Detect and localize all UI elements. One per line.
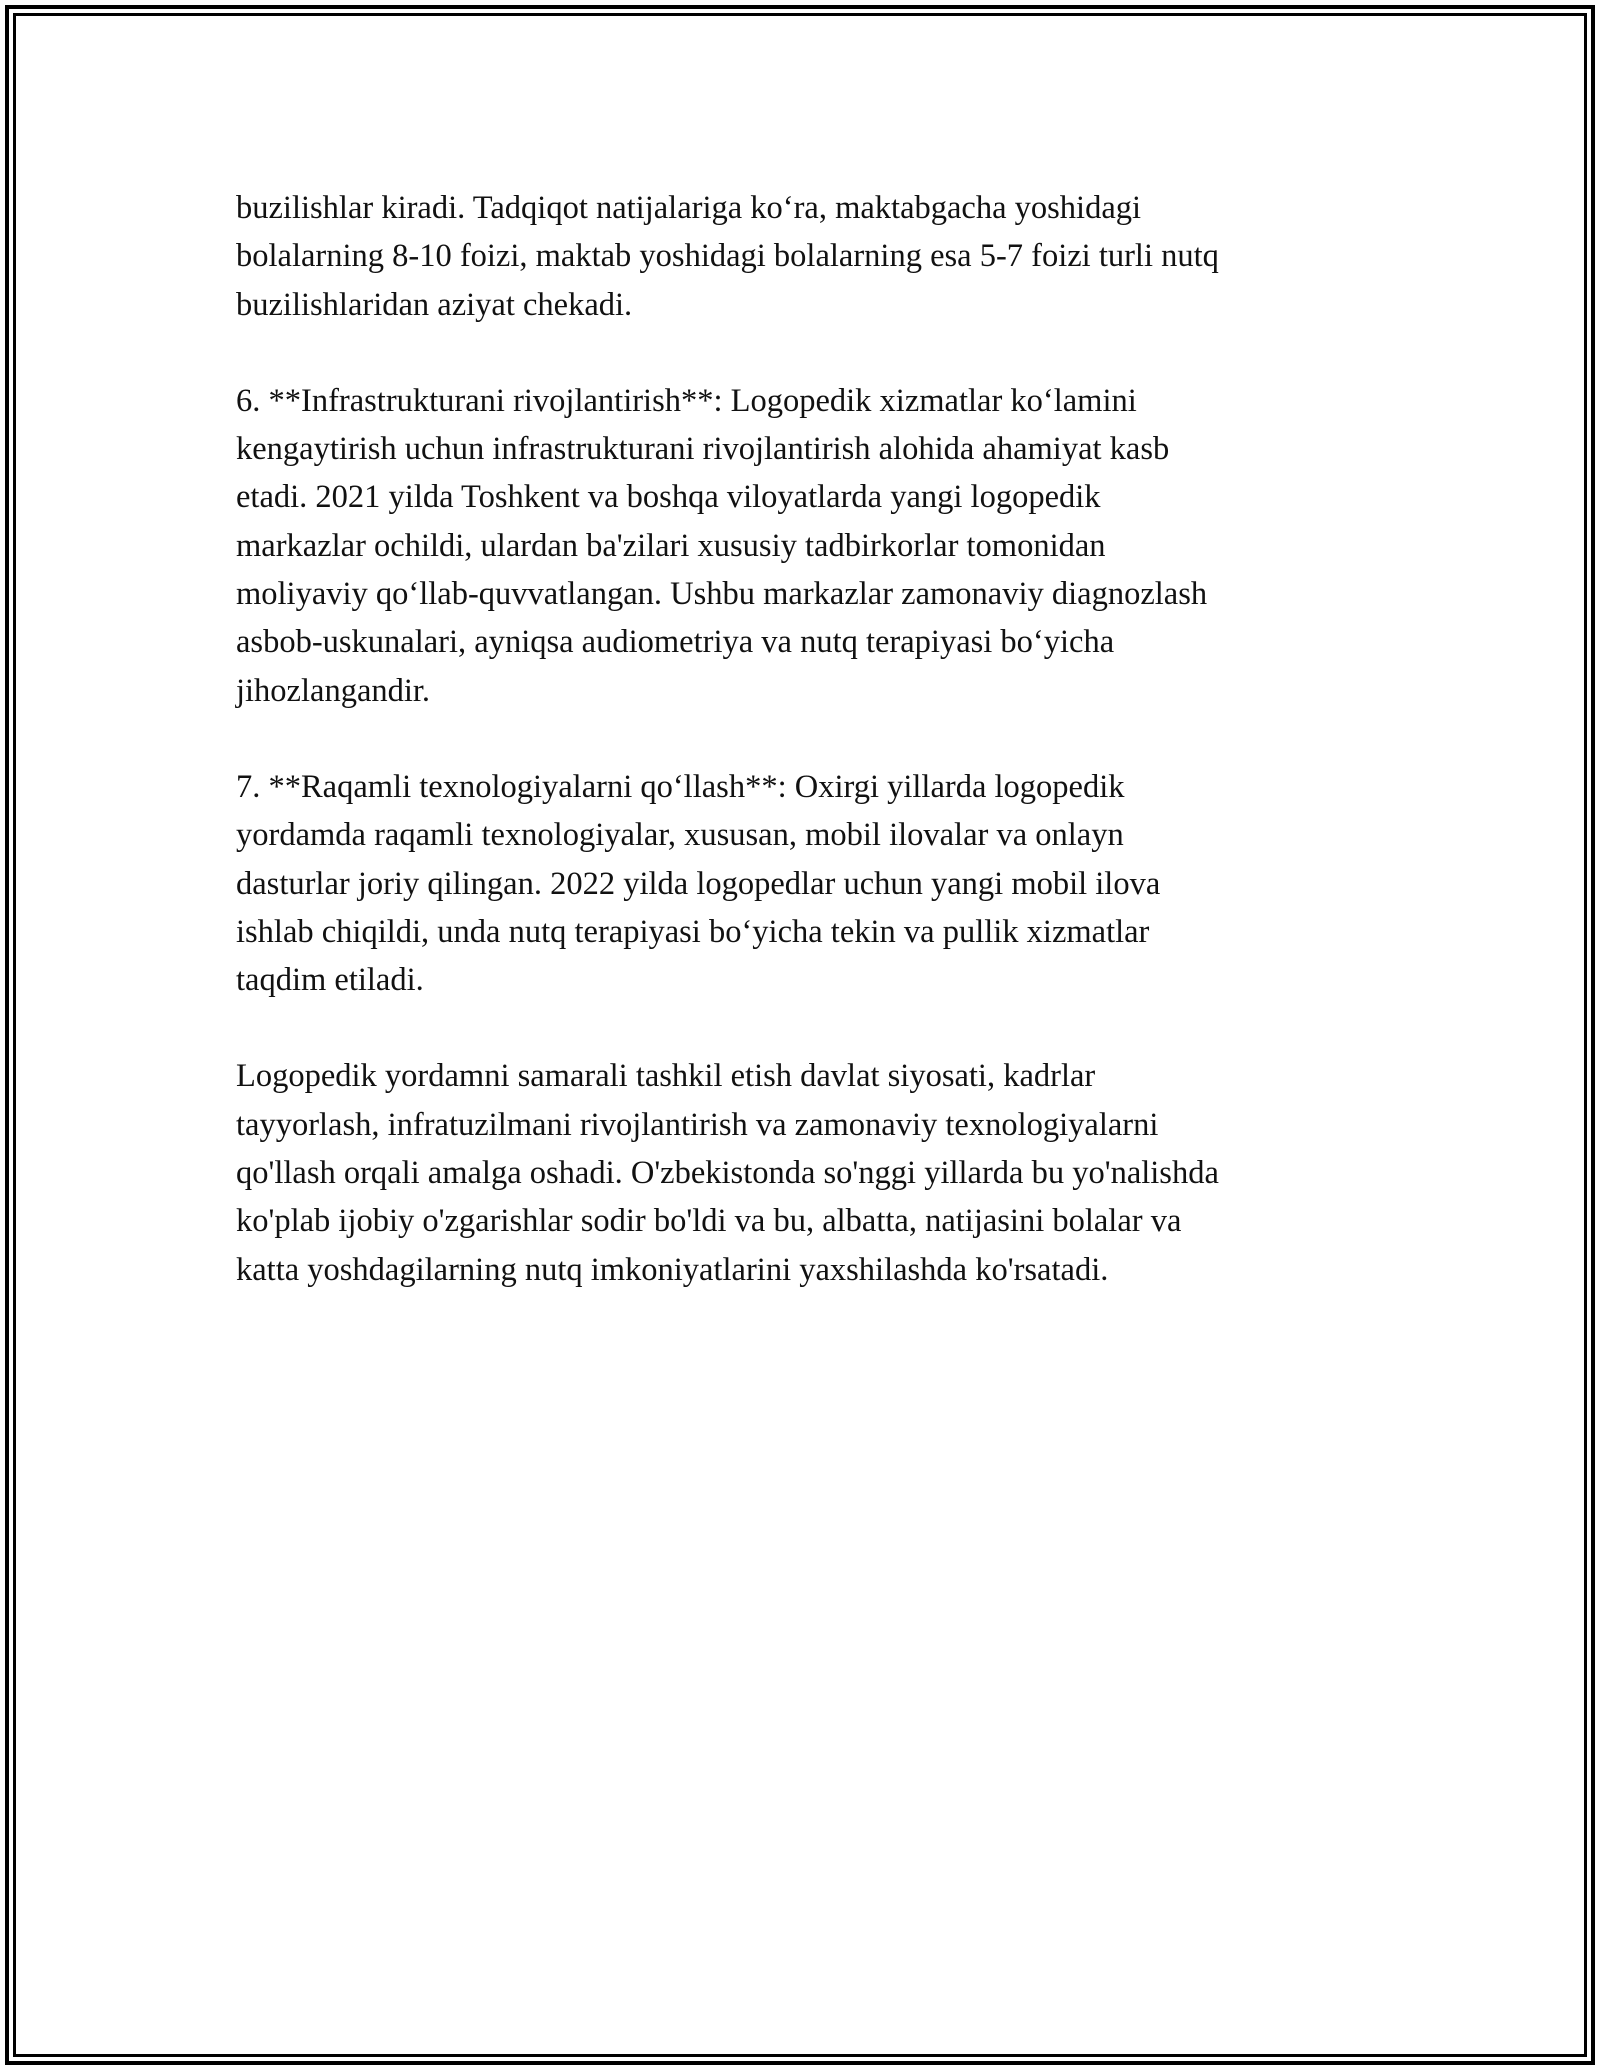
text-line: Logopedik yordamni samarali tashkil etish davlat siyosati, kadrlar	[236, 1058, 1096, 1095]
text-line: ishlab chiqildi, unda nutq terapiyasi bo‘yicha tekin va pullik xizmatlar	[236, 913, 1150, 950]
paragraph-infrastructure	[236, 377, 1366, 715]
text-line: bolalarning 8-10 foizi, maktab yoshidagi bolalarning esa 5-7 foizi turli nutq	[236, 238, 1219, 275]
text-line: moliyaviy qo‘llab-quvvatlangan. Ushbu markazlar zamonaviy diagnozlash	[236, 576, 1208, 613]
text-line: yordamda raqamli texnologiyalar, xususan, mobil ilovalar va onlayn	[236, 817, 1124, 854]
text-line: jihozlangandir.	[236, 672, 431, 709]
text-line: etadi. 2021 yilda Toshkent va boshqa viloyatlarda yangi logopedik	[236, 479, 1101, 516]
text-line: taqdim etiladi.	[236, 962, 424, 999]
text-line: 7. **Raqamli texnologiyalarni qo‘llash**: Oxirgi yillarda logopedik	[236, 768, 1125, 805]
text-line: 6. **Infrastrukturani rivojlantirish**: Logopedik xizmatlar ko‘lamini	[236, 382, 1137, 419]
text-line: dasturlar joriy qilingan. 2022 yilda logopedlar uchun yangi mobil ilova	[236, 865, 1161, 902]
text-line: markazlar ochildi, ulardan ba'zilari xususiy tadbirkorlar tomonidan	[236, 527, 1106, 564]
text-line: ko'plab ijobiy o'zgarishlar sodir bo'ldi va bu, albatta, natijasini bolalar va	[236, 1203, 1182, 1240]
paragraph-conclusion	[236, 1052, 1366, 1293]
text-line: tayyorlash, infratuzilmani rivojlantirish va zamonaviy texnologiyalarni	[236, 1106, 1159, 1143]
text-line: katta yoshdagilarning nutq imkoniyatlarini yaxshilashda ko'rsatadi.	[236, 1251, 1109, 1288]
text-line: kengaytirish uchun infrastrukturani rivojlantirish alohida ahamiyat kasb	[236, 431, 1170, 468]
text-line: qo'llash orqali amalga oshadi. O'zbekistonda so'nggi yillarda bu yo'nalishda	[236, 1155, 1219, 1192]
paragraph-digital-technologies	[236, 763, 1366, 1004]
paragraph-speech-disorder-statistics	[236, 184, 1366, 329]
text-line: buzilishlaridan aziyat chekadi.	[236, 286, 633, 323]
text-line: asbob-uskunalari, ayniqsa audiometriya va nutq terapiyasi bo‘yicha	[236, 624, 1115, 661]
text-line: buzilishlar kiradi. Tadqiqot natijalariga ko‘ra, maktabgacha yoshidagi	[236, 190, 1142, 226]
document-body	[236, 184, 1366, 1342]
